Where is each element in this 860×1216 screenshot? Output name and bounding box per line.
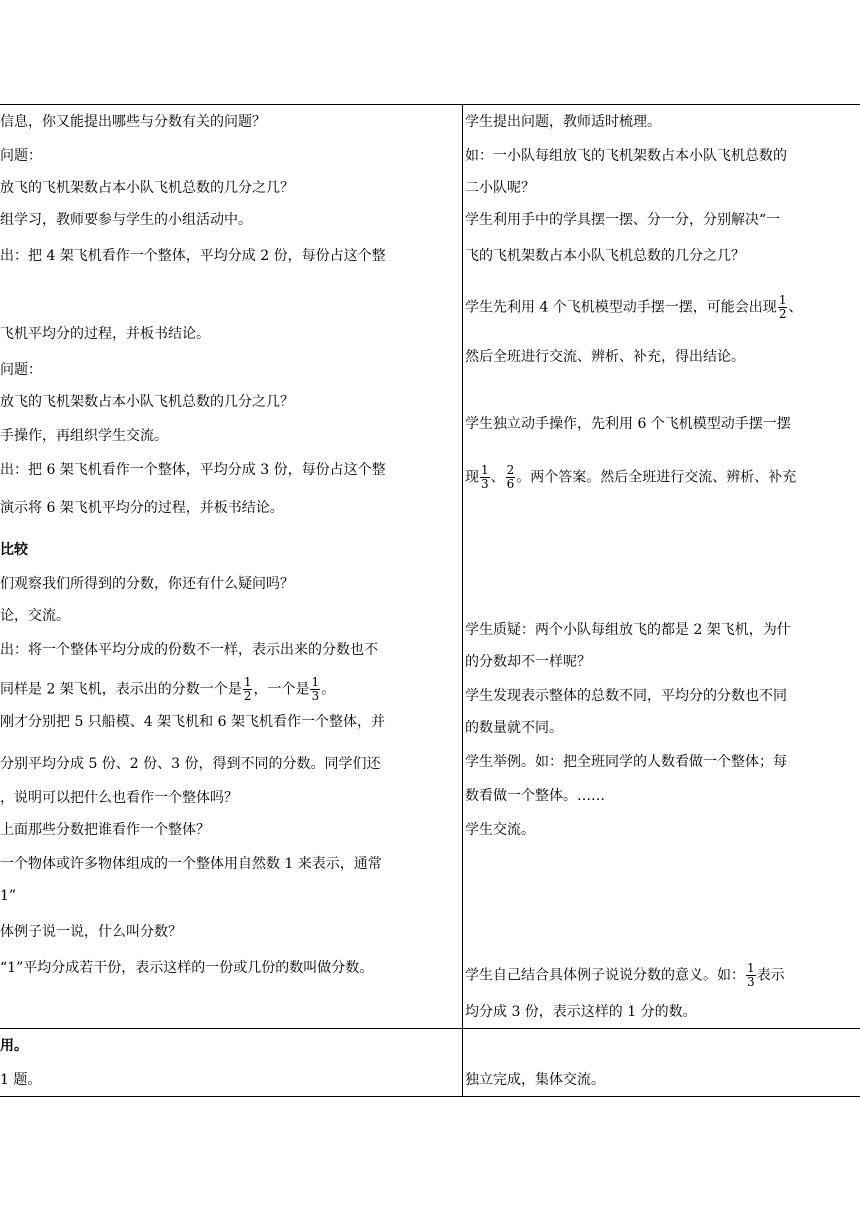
fraction-numerator: 1 <box>747 961 755 975</box>
student-text-line: 均分成 3 份，表示这样的 1 分的数。 <box>465 1004 697 1020</box>
student-activity-column <box>465 0 860 1216</box>
student-text-line: 独立完成，集体交流。 <box>465 1072 605 1088</box>
teacher-text-line: 刚才分别把 5 只船模、4 架飞机和 6 架飞机看作一个整体，并 <box>0 714 385 730</box>
text-segment: ，一个是 <box>253 681 310 698</box>
teacher-text-line: 信息，你又能提出哪些与分数有关的问题？ <box>0 114 266 130</box>
teacher-text-line: 们观察我们所得到的分数，你还有什么疑问吗？ <box>0 576 294 592</box>
student-text-line: 学生发现表示整体的总数不同，平均分的分数也不同 <box>465 688 787 704</box>
teacher-text-line: 手操作，再组织学生交流。 <box>0 428 168 444</box>
teacher-text-line: 演示将 6 架飞机平均分的过程，并板书结论。 <box>0 500 284 516</box>
text-segment: 。 <box>321 681 336 698</box>
fraction-numerator: 1 <box>243 675 252 689</box>
fraction-denominator: 2 <box>243 689 252 703</box>
teacher-text-line: 出：将一个整体平均分成的份数不一样，表示出来的分数也不 <box>0 642 378 658</box>
text-segment: 现 <box>465 469 479 486</box>
student-text-line: 学生举例。如：把全班同学的人数看做一个整体；每 <box>465 754 787 770</box>
fraction <box>243 676 253 703</box>
student-text-line: 二小队呢？ <box>465 180 535 196</box>
teacher-text-line: “1”平均分成若干份，表示这样的一份或几份的数叫做分数。 <box>0 960 374 976</box>
student-text-line <box>465 294 802 321</box>
student-text-line: 飞的飞机架数占本小队飞机总数的几分之几？ <box>465 248 745 264</box>
text-segment: 同样是 2 架飞机，表示出的分数一个是 <box>0 681 242 698</box>
student-text-line: 学生质疑：两个小队每组放飞的都是 2 架飞机，为什 <box>465 622 791 638</box>
student-text-line: 学生独立动手操作，先利用 6 个飞机模型动手摆一摆 <box>465 416 791 432</box>
fraction-denominator: 6 <box>506 477 515 491</box>
student-text-line: 学生利用手中的学具摆一摆、分一分，分别解决“一 <box>465 212 781 228</box>
teacher-text-line: 出：把 4 架飞机看作一个整体，平均分成 2 份，每份占这个整 <box>0 248 386 264</box>
teacher-text-line: 组学习，教师要参与学生的小组活动中。 <box>0 212 252 228</box>
fraction-denominator: 3 <box>747 975 755 989</box>
teacher-text-line: 问题： <box>0 362 42 378</box>
fraction <box>506 464 516 491</box>
teacher-text-line: 1” <box>0 888 17 904</box>
teacher-text-line: 体例子说一说，什么叫分数？ <box>0 924 182 940</box>
fraction-denominator: 2 <box>778 307 787 321</box>
fraction <box>480 464 490 491</box>
fraction-denominator: 3 <box>311 689 320 703</box>
teacher-text-line: 分别平均分成 5 份、2 份、3 份，得到不同的分数。同学们还 <box>0 756 381 772</box>
text-segment: 、 <box>490 469 505 486</box>
table-column-divider <box>462 104 463 1097</box>
student-text-line: 的分数却不一样呢？ <box>465 654 591 670</box>
student-text-line: 的数量就不同。 <box>465 720 563 736</box>
teacher-text-line: 上面那些分数把谁看作一个整体？ <box>0 822 210 838</box>
student-text-line: 数看做一个整体。…… <box>465 788 605 804</box>
teacher-text-line: 问题： <box>0 148 42 164</box>
text-segment: 表示 <box>756 967 785 984</box>
fraction <box>310 676 320 703</box>
student-text-line: 然后全班进行交流、辨析、补充，得出结论。 <box>465 349 745 365</box>
student-text-line <box>465 962 785 989</box>
fraction-numerator: 1 <box>481 463 489 477</box>
fraction-numerator: 1 <box>311 675 320 689</box>
fraction-denominator: 3 <box>481 477 489 491</box>
student-text-line <box>465 464 796 491</box>
teacher-text-line: 飞机平均分的过程，并板书结论。 <box>0 326 210 342</box>
teacher-text-line: 论，交流。 <box>0 608 70 624</box>
student-text-line: 学生提出问题，教师适时梳理。 <box>465 114 661 130</box>
text-segment: 学生先利用 4 个飞机模型动手摆一摆，可能会出现 <box>465 299 777 316</box>
teacher-text-line: 放飞的飞机架数占本小队飞机总数的几分之几？ <box>0 394 294 410</box>
teacher-text-line: 1 题。 <box>0 1072 42 1088</box>
teacher-text-line <box>0 676 335 703</box>
teacher-text-line: ，说明可以把什么也看作一个整体吗？ <box>0 790 238 806</box>
fraction-numerator: 2 <box>506 463 515 477</box>
student-text-line: 如：一小队每组放飞的飞机架数占本小队飞机总数的 <box>465 148 787 164</box>
teacher-text-line: 比较 <box>0 542 28 558</box>
student-text-line: 学生交流。 <box>465 822 535 838</box>
text-segment: 。两个答案。然后全班进行交流、辨析、补充 <box>516 469 797 486</box>
fraction-numerator: 1 <box>778 293 787 307</box>
fraction <box>778 294 788 321</box>
teacher-text-line: 一个物体或许多物体组成的一个整体用自然数 1 来表示，通常 <box>0 856 382 872</box>
teacher-text-line: 放飞的飞机架数占本小队飞机总数的几分之几？ <box>0 180 294 196</box>
text-segment: 学生自己结合具体例子说说分数的意义。如： <box>465 967 745 984</box>
teacher-text-line: 出：把 6 架飞机看作一个整体，平均分成 3 份，每份占这个整 <box>0 462 386 478</box>
teacher-text-line: 用。 <box>0 1038 28 1054</box>
fraction <box>746 962 756 989</box>
text-segment: 、 <box>788 299 803 316</box>
